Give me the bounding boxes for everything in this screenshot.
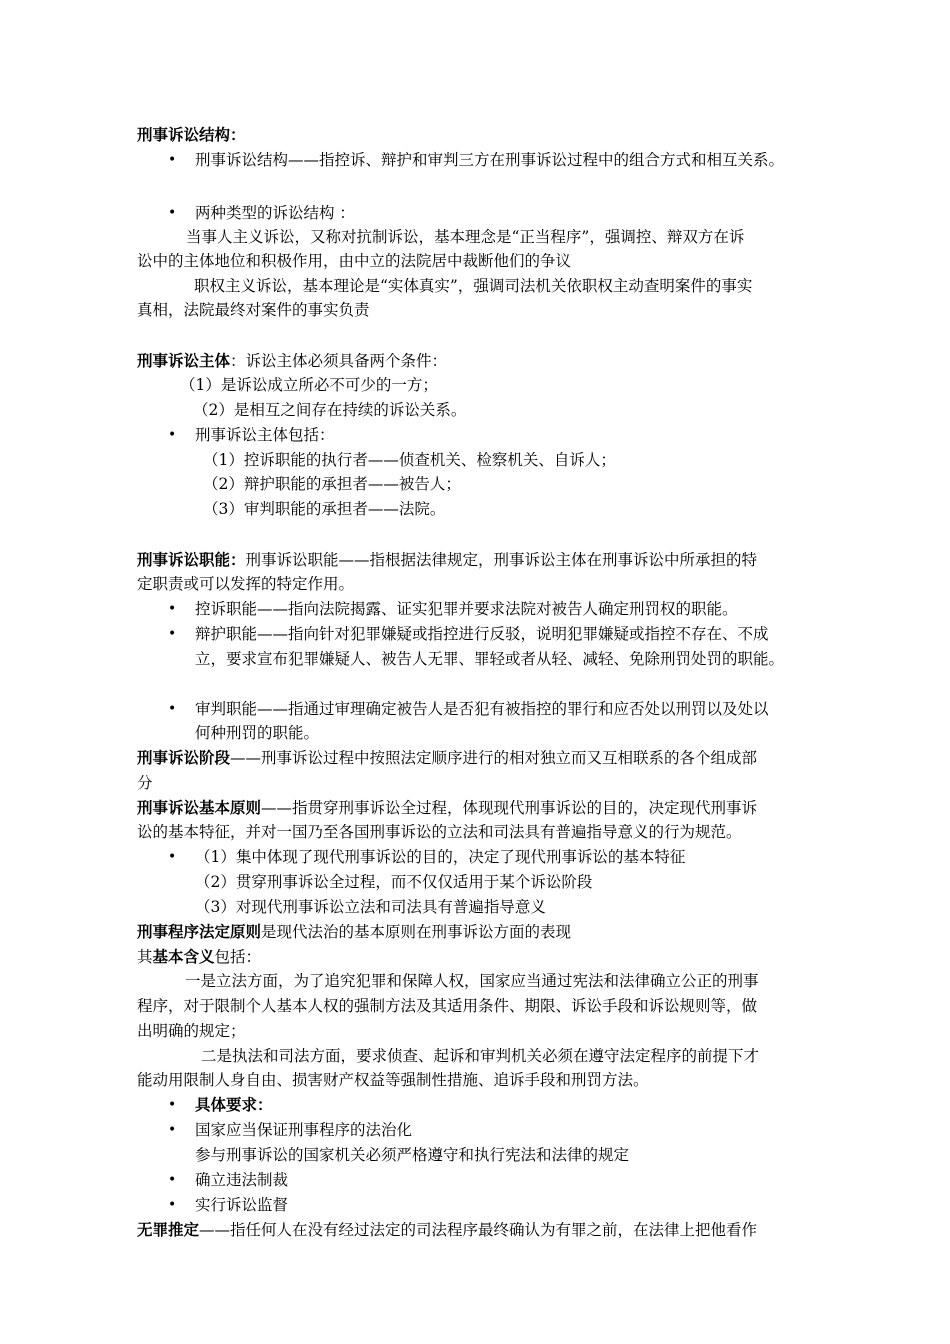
requirements-heading: 具体要求： xyxy=(195,1095,273,1114)
condition-item: （2）是相互之间存在持续的诉讼关系。 xyxy=(193,401,467,419)
bullet-dot: • xyxy=(168,626,177,642)
list-item: 刑事诉讼主体包括： xyxy=(195,426,335,444)
paragraph-line: 一是立法方面，为了追究犯罪和保障人权，国家应当通过宪法和法律确立公正的刑事 xyxy=(185,972,759,990)
list-item: 两种类型的诉讼结构 ： xyxy=(195,204,355,222)
bullet-dot: • xyxy=(168,1172,177,1188)
heading-presumption-of-innocence: 无罪推定 xyxy=(137,1220,200,1239)
heading-rest: ——指任何人在没有经过法定的司法程序最终确认为有罪之前，在法律上把他看作 xyxy=(199,1221,758,1239)
heading-legal-procedure-principle: 刑事程序法定原则 xyxy=(137,922,262,941)
requirement-subitem: 参与刑事诉讼的国家机关必须严格遵守和执行宪法和法律的规定 xyxy=(195,1146,630,1164)
heading-rest: ——指贯穿刑事诉讼全过程，体现现代刑事诉讼的目的，决定现代刑事诉 xyxy=(261,799,758,817)
bullet-dot: • xyxy=(168,205,177,221)
heading-basic-principles: 刑事诉讼基本原则 xyxy=(137,798,262,817)
list-item: 审判职能——指通过审理确定被告人是否犯有被指控的罪行和应否处以刑罚以及处以 xyxy=(195,700,769,718)
principle-item: （1）集中体现了现代刑事诉讼的目的，决定了现代刑事诉讼的基本特征 xyxy=(195,848,686,866)
list-item: 辩护职能——指向针对犯罪嫌疑或指控进行反驳，说明犯罪嫌疑或指控不存在、不成 xyxy=(195,625,769,643)
requirement-item: 实行诉讼监督 xyxy=(195,1196,289,1214)
paragraph-line: 当事人主义诉讼，又称对抗制诉讼，基本理念是“正当程序”，强调控、辩双方在诉 xyxy=(186,228,745,246)
paragraph-line: 分 xyxy=(137,774,153,792)
meaning-prefix: 其 xyxy=(137,948,153,966)
paragraph-line: 真相，法院最终对案件的事实负责 xyxy=(137,301,370,319)
heading-line xyxy=(137,920,571,944)
list-item-continuation: 何种刑罚的职能。 xyxy=(195,724,320,742)
heading-litigation-stage: 刑事诉讼阶段 xyxy=(137,748,231,767)
paragraph-line: 职权主义诉讼，基本理论是“实体真实”，强调司法机关依职权主动查明案件的事实 xyxy=(194,277,753,295)
bullet-dot: • xyxy=(168,1097,177,1113)
paragraph-line: 讼中的主体地位和积极作用，由中立的法院居中裁断他们的争议 xyxy=(137,252,572,270)
heading-line xyxy=(137,796,757,820)
condition-item: （1）是诉讼成立所必不可少的一方； xyxy=(180,376,438,394)
bullet-dot: • xyxy=(168,1197,177,1213)
heading-rest: 刑事诉讼职能——指根据法律规定，刑事诉讼主体在刑事诉讼中所承担的特 xyxy=(245,551,758,569)
requirement-item: 国家应当保证刑事程序的法治化 xyxy=(195,1121,413,1139)
bullet-dot: • xyxy=(168,849,177,865)
bullet-dot: • xyxy=(168,152,177,168)
heading-litigation-function: 刑事诉讼职能： xyxy=(137,550,246,569)
principle-item: （3）对现代刑事诉讼立法和司法具有普遍指导意义 xyxy=(195,898,546,916)
list-item: 刑事诉讼结构——指控诉、辩护和审判三方在刑事诉讼过程中的组合方式和相互关系。 xyxy=(195,151,785,169)
bullet-dot: • xyxy=(168,701,177,717)
subject-item: （2）辩护职能的承担者——被告人； xyxy=(203,475,461,493)
requirement-item: 确立违法制裁 xyxy=(195,1171,289,1189)
list-item: 控诉职能——指向法院揭露、证实犯罪并要求法院对被告人确定刑罚权的职能。 xyxy=(195,600,738,618)
subject-item: （3）审判职能的承担者——法院。 xyxy=(203,500,446,518)
bullet-dot: • xyxy=(168,427,177,443)
heading-litigation-subject: 刑事诉讼主体 xyxy=(137,351,231,370)
heading-litigation-structure: 刑事诉讼结构： xyxy=(137,125,246,144)
principle-item: （2）贯穿刑事诉讼全过程，而不仅仅适用于某个诉讼阶段 xyxy=(195,873,593,891)
paragraph-line: 讼的基本特征，并对一国乃至各国刑事诉讼的立法和司法具有普遍指导意义的行为规范。 xyxy=(137,823,742,841)
heading-rest: ——刑事诉讼过程中按照法定顺序进行的相对独立而又互相联系的各个组成部 xyxy=(230,749,758,767)
subject-item: （1）控诉职能的执行者——侦查机关、检察机关、自诉人； xyxy=(203,451,616,469)
heading-line xyxy=(137,349,447,373)
paragraph-line: 定职责或可以发挥的特定作用。 xyxy=(137,575,355,593)
heading-line xyxy=(137,548,757,572)
paragraph-line: 程序，对于限制个人基本人权的强制方法及其适用条件、期限、诉讼手段和诉讼规则等，做 xyxy=(137,997,758,1015)
meaning-line xyxy=(137,945,261,969)
bullet-dot: • xyxy=(168,1122,177,1138)
heading-rest: 是现代法治的基本原则在刑事诉讼方面的表现 xyxy=(261,923,572,941)
meaning-label: 基本含义 xyxy=(152,947,215,966)
bullet-dot: • xyxy=(168,601,177,617)
paragraph-line: 能动用限制人身自由、损害财产权益等强制性措施、追诉手段和刑罚方法。 xyxy=(137,1071,649,1089)
heading-line xyxy=(137,746,757,770)
heading-line xyxy=(137,1218,757,1242)
list-item-continuation: 立，要求宣布犯罪嫌疑人、被告人无罪、罪轻或者从轻、减轻、免除刑罚处罚的职能。 xyxy=(195,650,785,668)
heading-rest: ：诉讼主体必须具备两个条件： xyxy=(230,352,448,370)
meaning-suffix: 包括： xyxy=(214,948,262,966)
paragraph-line: 出明确的规定； xyxy=(137,1022,246,1040)
paragraph-line: 二是执法和司法方面，要求侦查、起诉和审判机关必须在遵守法定程序的前提下才 xyxy=(201,1047,760,1065)
